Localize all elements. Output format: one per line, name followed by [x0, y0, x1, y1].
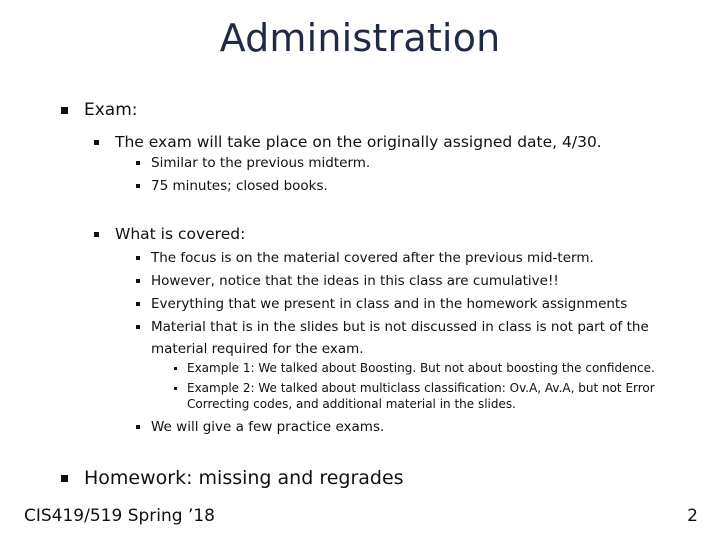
- bullet-marker: [61, 475, 68, 482]
- bullet-text: Exam:: [84, 100, 138, 120]
- bullet-exam-date: [94, 133, 602, 151]
- bullet-example-1: [174, 360, 655, 376]
- bullet-everything: [136, 293, 627, 315]
- footer-course: CIS419/519 Spring ’18: [24, 506, 216, 526]
- bullet-text: Example 1: We talked about Boosting. But not about boosting the confidence.: [187, 361, 655, 375]
- bullet-marker: [136, 325, 140, 329]
- bullet-marker: [174, 367, 177, 370]
- bullet-text: Similar to the previous midterm.: [151, 155, 371, 171]
- bullet-text: Material that is in the slides but is not discussed in class is not part of the material required for the exam.: [151, 319, 649, 357]
- bullet-example-2: [174, 380, 674, 412]
- bullet-similar-midterm: [136, 152, 370, 174]
- bullet-text: We will give a few practice exams.: [151, 419, 385, 435]
- bullet-marker: [94, 140, 99, 145]
- bullet-marker: [136, 184, 140, 188]
- bullet-marker: [136, 425, 140, 429]
- bullet-marker: [136, 302, 140, 306]
- bullet-text: Everything that we present in class and in the homework assignments: [151, 296, 628, 312]
- bullet-marker: [61, 107, 68, 114]
- bullet-marker: [136, 161, 140, 165]
- bullet-cumulative: [136, 270, 559, 292]
- bullet-marker: [136, 256, 140, 260]
- bullet-marker: [174, 387, 177, 390]
- bullet-text: However, notice that the ideas in this class are cumulative!!: [151, 273, 559, 289]
- bullet-duration: [136, 175, 328, 197]
- bullet-text: The focus is on the material covered after the previous mid-term.: [151, 250, 594, 266]
- bullet-text: 75 minutes; closed books.: [151, 178, 328, 194]
- footer-page-number: 2: [687, 506, 698, 526]
- bullet-homework: [61, 467, 404, 489]
- bullet-text: What is covered:: [115, 225, 246, 243]
- bullet-exam: [61, 100, 138, 120]
- bullet-marker: [94, 232, 99, 237]
- bullet-focus: [136, 247, 594, 269]
- bullet-practice-exams: [136, 416, 384, 438]
- bullet-slides-material: [136, 316, 656, 360]
- bullet-what-covered: [94, 225, 245, 243]
- bullet-marker: [136, 279, 140, 283]
- slide-title: Administration: [219, 16, 501, 60]
- bullet-text: The exam will take place on the originally assigned date, 4/30.: [115, 133, 602, 151]
- bullet-text: Example 2: We talked about multiclass classification: Ov.A, Av.A, but not Error Correcting codes, and additional material in the slides.: [187, 381, 655, 411]
- bullet-text: Homework: missing and regrades: [84, 467, 404, 489]
